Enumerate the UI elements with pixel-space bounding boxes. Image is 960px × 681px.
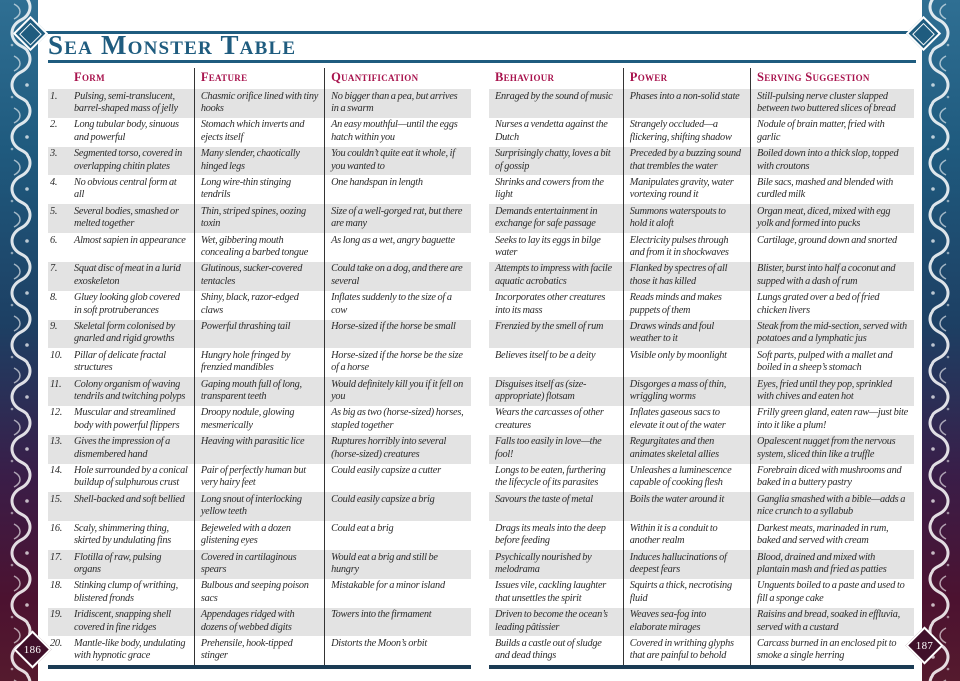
page-gutter	[471, 579, 489, 608]
table-row	[48, 464, 914, 493]
cell-serving-suggestion: Opalescent nugget from the nervous system, sliced thin like a truffle	[751, 435, 914, 464]
cell-quantification: No bigger than a pea, but arrives in a swarm	[325, 89, 471, 118]
cell-power: Disgorges a mass of thin, wriggling worms	[623, 377, 750, 406]
cell-number: 8.	[50, 292, 58, 304]
column-header-form: Form	[68, 68, 194, 89]
table-row	[48, 579, 914, 608]
cell-serving-suggestion: Blood, drained and mixed with plantain mash and fried as patties	[751, 550, 914, 579]
cell-behaviour: Demands entertainment in exchange for safe passage	[489, 204, 623, 233]
cell-form: Pulsing, semi-translucent, barrel-shaped mass of jelly	[68, 89, 194, 118]
cell-behaviour: Psychically nourished by melodrama	[489, 550, 623, 579]
cell-feature: Covered in cartilaginous spears	[194, 550, 324, 579]
column-header-feature: Feature	[194, 68, 324, 89]
table-row	[48, 406, 914, 435]
page-gutter	[471, 550, 489, 579]
cell-number: 18.	[50, 580, 63, 592]
cell-form: Hole surrounded by a conical buildup of sulphurous crust	[68, 464, 194, 493]
cell-number: 3.	[48, 147, 68, 176]
cell-feature: Long snout of interlocking yellow teeth	[194, 492, 324, 521]
cell-quantification: One handspan in length	[331, 176, 423, 188]
cell-quantification: Could easily capsize a brig	[325, 492, 471, 521]
cell-behaviour: Savours the taste of metal	[489, 492, 623, 521]
page-gutter	[471, 608, 489, 637]
cell-serving-suggestion: Blister, burst into half a coconut and supped with a dash of rum	[751, 262, 914, 291]
cell-number: 1.	[48, 89, 68, 118]
table-row	[48, 204, 914, 233]
cell-number: 2.	[50, 119, 58, 131]
filigree-border-art	[922, 0, 960, 681]
page-gutter	[471, 435, 489, 464]
cell-feature: Droopy nodule, glowing mesmerically	[194, 406, 324, 435]
cell-number: 10.	[50, 349, 63, 361]
table-row	[48, 521, 914, 550]
column-header-power: Power	[623, 68, 750, 89]
cell-number: 9.	[48, 320, 68, 349]
cell-feature: Prehensile, hook-tipped stinger	[194, 636, 324, 667]
cell-power: Covered in writhing glyphs that are painful to behold	[623, 636, 750, 667]
page-gutter	[471, 89, 489, 118]
cell-feature: Shiny, black, razor-edged claws	[194, 291, 324, 320]
cell-power: Flanked by spectres of all those it has killed	[623, 262, 750, 291]
cell-power: Induces hallucinations of deepest fears	[623, 550, 750, 579]
cell-quantification: Could take on a dog, and there are several	[325, 262, 471, 291]
cell-behaviour: Longs to be eaten, furthering the lifecycle of its parasites	[489, 464, 623, 493]
cell-serving-suggestion: Frilly green gland, eaten raw—just bite into it like a plum!	[757, 407, 909, 431]
table-row	[48, 377, 914, 406]
cell-feature: Glutinous, sucker-covered tentacles	[194, 262, 324, 291]
cell-feature: Appendages ridged with dozens of webbed digits	[194, 608, 324, 637]
page-gutter	[471, 204, 489, 233]
page-gutter	[471, 68, 489, 89]
cell-form: No obvious central form at all	[68, 175, 194, 204]
cell-power: Phases into a non-solid state	[623, 89, 750, 118]
cell-power: Preceded by a buzzing sound that trembles the water	[623, 147, 750, 176]
cell-serving-suggestion: Lungs grated over a bed of fried chicken livers	[757, 292, 880, 316]
page-gutter	[471, 147, 489, 176]
cell-behaviour: Driven to become the ocean’s leading pâtissier	[489, 608, 623, 637]
page-gutter	[471, 320, 489, 349]
cell-behaviour: Incorporates other creatures into its mass	[489, 291, 623, 320]
cell-serving-suggestion: Forebrain diced with mushrooms and baked in a buttery pastry	[757, 465, 902, 489]
cell-quantification: Size of a well-gorged rat, but there are many	[325, 204, 471, 233]
cell-number: 16.	[50, 522, 63, 534]
page-title: Sea Monster Table	[48, 30, 297, 60]
decorative-border-left	[0, 0, 38, 681]
table-row	[48, 348, 914, 377]
table-row	[48, 233, 914, 262]
cell-power: Squirts a thick, necrotising fluid	[623, 579, 750, 608]
cell-behaviour: Builds a castle out of sludge and dead things	[489, 636, 623, 667]
column-header-behaviour: Behaviour	[489, 68, 623, 89]
cell-quantification: As big as two (horse-sized) horses, stapled together	[331, 407, 464, 431]
cell-quantification: Would eat a brig and still be hungry	[325, 550, 471, 579]
cell-number: 15.	[48, 492, 68, 521]
page-gutter	[471, 406, 489, 435]
cell-form: Shell-backed and soft bellied	[68, 492, 194, 521]
cell-number: 14.	[50, 465, 63, 477]
cell-power: Electricity pulses through and from it in shockwaves	[623, 233, 750, 262]
cell-quantification: Distorts the Moon’s orbit	[325, 636, 471, 667]
cell-power: Regurgitates and then animates skeletal allies	[623, 435, 750, 464]
cell-serving-suggestion: Steak from the mid-section, served with potatoes and a lymphatic jus	[751, 320, 914, 349]
cell-form: Skeletal form colonised by gnarled and rigid growths	[68, 320, 194, 349]
page-gutter	[471, 464, 489, 493]
cell-behaviour: Drags its meals into the deep before feeding	[489, 521, 623, 550]
cell-serving-suggestion: Raisins and bread, soaked in effluvia, served with a custard	[751, 608, 914, 637]
cell-form: Pillar of delicate fractal structures	[68, 348, 194, 377]
table-row	[48, 118, 914, 147]
table-row	[48, 291, 914, 320]
cell-serving-suggestion: Eyes, fried until they pop, sprinkled with chives and eaten hot	[751, 377, 914, 406]
column-header-number	[48, 68, 68, 89]
page-gutter	[471, 262, 489, 291]
cell-serving-suggestion: Still-pulsing nerve cluster slapped between two buttered slices of bread	[751, 89, 914, 118]
cell-form: Mantle-like body, undulating with hypnotic grace	[68, 636, 194, 667]
cell-serving-suggestion: Unguents boiled to a paste and used to fill a sponge cake	[757, 580, 905, 604]
table-row	[48, 262, 914, 291]
cell-serving-suggestion: Boiled down into a thick slop, topped with croutons	[751, 147, 914, 176]
cell-number: 7.	[48, 262, 68, 291]
page-gutter	[471, 348, 489, 377]
cell-feature: Bejeweled with a dozen glistening eyes	[194, 521, 324, 550]
cell-number: 19.	[48, 608, 68, 637]
page-number-right: 187	[915, 639, 934, 652]
cell-feature: Many slender, chaotically hinged legs	[194, 147, 324, 176]
cell-form: Long tubular body, sinuous and powerful	[68, 118, 194, 147]
cell-number: 4.	[50, 176, 58, 188]
cell-behaviour: Seeks to lay its eggs in bilge water	[489, 233, 623, 262]
cell-feature: Long wire-thin stinging tendrils	[194, 175, 324, 204]
cell-feature: Stomach which inverts and ejects itself	[194, 118, 324, 147]
cell-form: Muscular and streamlined body with powerful flippers	[68, 406, 194, 435]
cell-form: Iridiscent, snapping shell covered in fine ridges	[68, 608, 194, 637]
cell-form: Segmented torso, covered in overlapping chitin plates	[68, 147, 194, 176]
cell-number: 13.	[48, 435, 68, 464]
cell-feature: Bulbous and seeping poison sacs	[194, 579, 324, 608]
cell-serving-suggestion: Ganglia smashed with a bible—adds a nice crunch to a syllabub	[751, 492, 914, 521]
cell-serving-suggestion: Organ meat, diced, mixed with egg yolk and formed into pucks	[751, 204, 914, 233]
cell-power: Boils the water around it	[623, 492, 750, 521]
cell-behaviour: Frenzied by the smell of rum	[489, 320, 623, 349]
cell-behaviour: Wears the carcasses of other creatures	[489, 406, 623, 435]
table-row	[48, 435, 914, 464]
cell-number: 11.	[48, 377, 68, 406]
cell-number: 5.	[48, 204, 68, 233]
cell-feature: Powerful thrashing tail	[194, 320, 324, 349]
cell-power: Manipulates gravity, water vortexing round it	[623, 175, 750, 204]
cell-form: Stinking clump of writhing, blistered fronds	[68, 579, 194, 608]
cell-serving-suggestion: Soft parts, pulped with a mallet and boiled in a sheep’s stomach	[757, 349, 893, 374]
cell-power: Draws winds and foul weather to it	[623, 320, 750, 349]
cell-form: Scaly, shimmering thing, skirted by undulating fins	[68, 521, 194, 550]
table-row	[48, 550, 914, 579]
cell-behaviour: Believes itself to be a deity	[489, 348, 623, 377]
cell-serving-suggestion: Cartilage, ground down and snorted	[757, 234, 897, 246]
cell-quantification: Would definitely kill you if it fell on you	[325, 377, 471, 406]
page-gutter	[471, 291, 489, 320]
decorative-border-right	[922, 0, 960, 681]
cell-quantification: Inflates suddenly to the size of a cow	[331, 292, 452, 316]
column-header-quantification: Quantification	[331, 70, 419, 84]
cell-power: Within it is a conduit to another realm	[623, 521, 750, 550]
cell-form: Several bodies, smashed or melted together	[68, 204, 194, 233]
header-row	[48, 68, 914, 89]
cell-form: Gluey looking glob covered in soft protruberances	[68, 291, 194, 320]
cell-power: Weaves sea-fog into elaborate mirages	[623, 608, 750, 637]
cell-quantification: Could easily capsize a cutter	[331, 465, 441, 477]
cell-form: Colony organism of waving tendrils and twitching polyps	[68, 377, 194, 406]
cell-number: 20.	[48, 636, 68, 667]
cell-power: Unleashes a luminescence capable of cooking flesh	[623, 464, 750, 493]
cell-behaviour: Enraged by the sound of music	[489, 89, 623, 118]
cell-quantification: Could eat a brig	[331, 522, 394, 534]
cell-serving-suggestion: Darkest meats, marinaded in rum, baked and served with cream	[757, 522, 889, 547]
cell-behaviour: Attempts to impress with facile aquatic acrobatics	[489, 262, 623, 291]
cell-quantification: You couldn’t quite eat it whole, if you wanted to	[325, 147, 471, 176]
cell-power: Inflates gaseous sacs to elevate it out of the water	[623, 406, 750, 435]
cell-behaviour: Falls too easily in love—the fool!	[489, 435, 623, 464]
cell-quantification: Horse-sized if the horse be the size of a horse	[331, 349, 463, 374]
cell-number: 12.	[50, 407, 63, 419]
cell-behaviour: Shrinks and cowers from the light	[489, 175, 623, 204]
cell-power: Reads minds and makes puppets of them	[623, 291, 750, 320]
cell-behaviour: Nurses a vendetta against the Dutch	[489, 118, 623, 147]
cell-serving-suggestion: Carcass burned in an enclosed pit to smoke a single herring	[751, 636, 914, 667]
cell-feature: Hungry hole fringed by frenzied mandibles	[194, 348, 324, 377]
cell-behaviour: Surprisingly chatty, loves a bit of gossip	[489, 147, 623, 176]
cell-quantification: Towers into the firmament	[325, 608, 471, 637]
cell-feature: Heaving with parasitic lice	[194, 435, 324, 464]
cell-form: Squat disc of meat in a lurid exoskeleton	[68, 262, 194, 291]
cell-feature: Pair of perfectly human but very hairy feet	[194, 464, 324, 493]
cell-power: Summons waterspouts to hold it aloft	[623, 204, 750, 233]
table-row	[48, 492, 914, 521]
table-row	[48, 147, 914, 176]
cell-form: Flotilla of raw, pulsing organs	[68, 550, 194, 579]
cell-number: 17.	[48, 550, 68, 579]
page-gutter	[471, 636, 489, 667]
cell-feature: Thin, striped spines, oozing toxin	[194, 204, 324, 233]
cell-feature: Gaping mouth full of long, transparent teeth	[194, 377, 324, 406]
cell-quantification: An easy mouthful—until the eggs hatch within you	[331, 119, 458, 143]
page-number-left: 186	[23, 643, 42, 656]
cell-quantification: Ruptures horribly into several (horse-sized) creatures	[325, 435, 471, 464]
page-gutter	[471, 492, 489, 521]
cell-behaviour: Disguises itself as (size-appropriate) flotsam	[489, 377, 623, 406]
column-header-serving-suggestion: Serving Suggestion	[757, 70, 870, 84]
cell-serving-suggestion: Nodule of brain matter, fried with garlic	[757, 119, 885, 143]
page-gutter	[471, 521, 489, 550]
page-gutter	[471, 118, 489, 147]
cell-behaviour: Issues vile, cackling laughter that unsettles the spirit	[489, 579, 623, 608]
cell-quantification: Mistakable for a minor island	[331, 580, 445, 592]
page-gutter	[471, 175, 489, 204]
table-row	[48, 608, 914, 637]
cell-power: Visible only by moonlight	[623, 348, 750, 377]
table-row	[48, 320, 914, 349]
cell-power: Strangely occluded—a flickering, shifting shadow	[623, 118, 750, 147]
page-gutter	[471, 233, 489, 262]
cell-form: Gives the impression of a dismembered hand	[68, 435, 194, 464]
cell-number: 6.	[50, 234, 58, 246]
table-row	[48, 89, 914, 118]
sea-monster-table	[48, 68, 914, 669]
cell-feature: Chasmic orifice lined with tiny hooks	[194, 89, 324, 118]
filigree-border-art	[0, 0, 38, 681]
cell-feature: Wet, gibbering mouth concealing a barbed tongue	[194, 233, 324, 262]
cell-quantification: As long as a wet, angry baguette	[331, 234, 455, 246]
table-row	[48, 636, 914, 667]
table-row	[48, 175, 914, 204]
page-gutter	[471, 377, 489, 406]
cell-quantification: Horse-sized if the horse be small	[325, 320, 471, 349]
cell-form: Almost sapien in appearance	[68, 233, 194, 262]
cell-serving-suggestion: Bile sacs, mashed and blended with curdled milk	[757, 176, 894, 201]
